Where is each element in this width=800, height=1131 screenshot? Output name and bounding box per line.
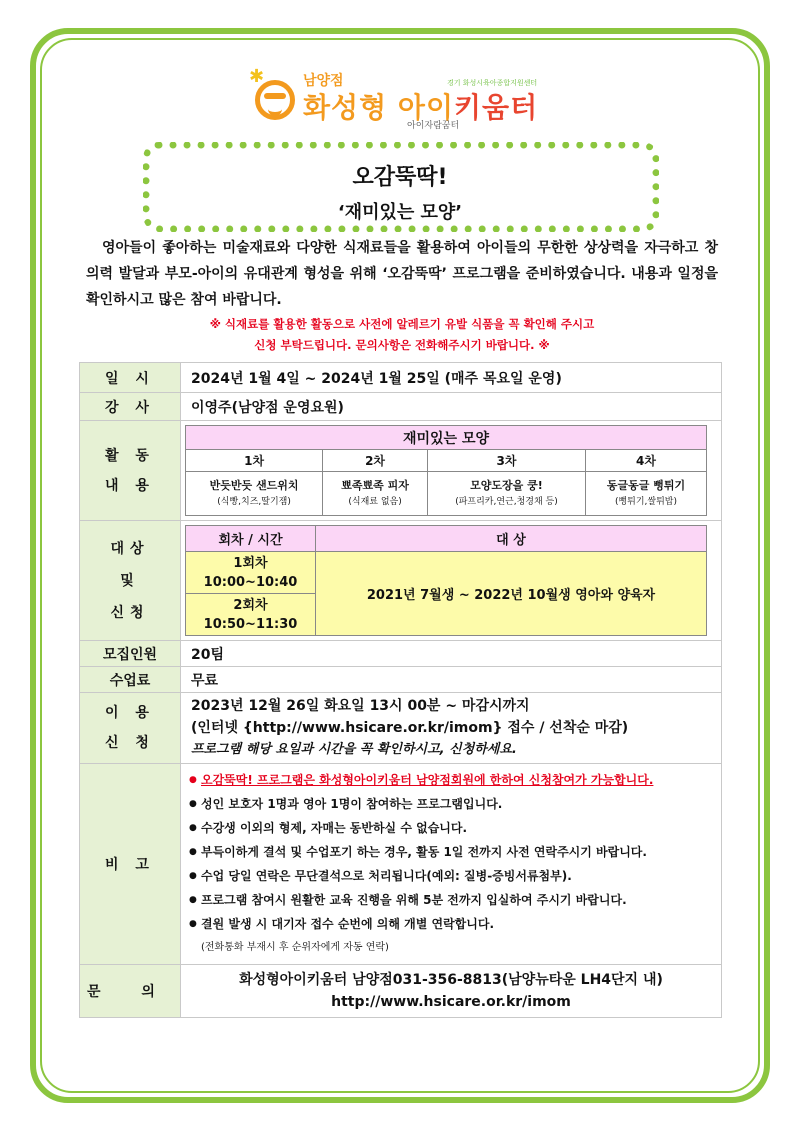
fee-value: 무료 xyxy=(181,667,722,693)
audience-value: 2021년 7월생 ~ 2022년 10월생 영아와 양육자 xyxy=(316,552,707,636)
note-item: ● 결원 발생 시 대기자 접수 순번에 의해 개별 연락합니다. xyxy=(189,912,721,936)
contact-url: http://www.hsicare.or.kr/imom xyxy=(331,994,571,1010)
logo-center-name: 경기 화성시육아종합지원센터 xyxy=(447,79,538,87)
session-num: 2차 xyxy=(323,450,428,472)
logo-name-part2: 키움터 xyxy=(454,91,539,124)
date-label: 일 시 xyxy=(80,363,181,393)
session-title: 뾰족뾰족 피자 xyxy=(341,478,409,492)
allergy-notice xyxy=(86,314,718,356)
target-table xyxy=(185,525,707,636)
notes-label: 비 고 xyxy=(80,764,181,965)
logo-branch: 남양점 xyxy=(303,73,344,89)
session-note: (파프리카,연근,청경채 등) xyxy=(455,496,558,507)
contact-value xyxy=(181,965,722,1018)
target-label-2: 및 xyxy=(120,572,140,589)
slot-2-name: 2회차 xyxy=(233,597,268,613)
notes-cell xyxy=(181,764,722,965)
apply-value xyxy=(181,693,722,764)
slot-1 xyxy=(186,552,316,594)
session-num: 3차 xyxy=(427,450,585,472)
note-item: ● 부득이하게 결석 및 수업포기 하는 경우, 활동 1일 전까지 사전 연락주시기 바랍니다. xyxy=(189,840,721,864)
activity-label-2: 내 용 xyxy=(105,477,155,494)
note-item: ● 수업 당일 연락은 무단결석으로 처리됩니다(예외: 질병-증빙서류첨부). xyxy=(189,864,721,888)
slot-1-name: 1회차 xyxy=(233,555,268,571)
instructor-value: 이영주(남양점 운영요원) xyxy=(181,393,722,421)
activity-table xyxy=(185,425,707,516)
session-title: 반듯반듯 샌드위치 xyxy=(209,478,299,492)
page-title: 오감뚝딱! xyxy=(352,165,448,190)
session-num: 1차 xyxy=(186,450,323,472)
logo-sub: 아이자람꿈터 xyxy=(407,121,460,131)
session-title: 모양도장을 쿵! xyxy=(470,478,543,492)
note-item: ● 프로그램 참여시 원활한 교육 진행을 위해 5분 전까지 입실하여 주시기 바랍니다. xyxy=(189,888,721,912)
session-cell xyxy=(427,472,585,516)
target-label-3: 신청 xyxy=(110,604,150,621)
slot-2 xyxy=(186,594,316,636)
contact-label: 문 의 xyxy=(80,965,181,1018)
apply-method: (인터넷 {http://www.hsicare.or.kr/imom} 접수 / 선착순 마감) xyxy=(191,720,629,736)
notice-line-2: 신청 부탁드립니다. 문의사항은 전화해주시기 바랍니다. ※ xyxy=(254,338,550,352)
note-subitem: (전화통화 부재시 후 순위자에게 자동 연락) xyxy=(201,942,389,953)
activity-label xyxy=(80,421,181,521)
session-time-header: 회차 / 시간 xyxy=(186,526,316,552)
audience-header: 대 상 xyxy=(316,526,707,552)
apply-warning: 프로그램 해당 요일과 시간을 꼭 확인하시고, 신청하세요. xyxy=(191,742,517,757)
session-note: (식빵,치즈,딸기잼) xyxy=(217,496,291,507)
activity-heading: 재미있는 모양 xyxy=(186,426,707,450)
instructor-label: 강 사 xyxy=(80,393,181,421)
target-label-1: 대상 xyxy=(110,540,150,557)
session-num: 4차 xyxy=(586,450,707,472)
session-note: (식재료 없음) xyxy=(348,496,402,507)
notes-list xyxy=(181,764,721,964)
recruit-value: 20팀 xyxy=(181,641,722,667)
contact-phone: 화성형아이키움터 남양점031-356-8813(남양뉴타운 LH4단지 내) xyxy=(239,972,663,988)
session-cell xyxy=(323,472,428,516)
intro-text: 영아들이 좋아하는 미술재료와 다양한 식재료들을 활용하여 아이들의 무한한 상상력을 자극하고 창의력 발달과 부모-아이의 유대관계 형성을 위해 ‘오감뚝딱’ 프로그램을 준비하였습니다. 내용과 일정을 확인하시고 많은 참여 바랍니다. xyxy=(86,240,718,308)
slot-2-time: 10:50~11:30 xyxy=(203,616,298,632)
logo xyxy=(249,66,555,131)
target-label xyxy=(80,521,181,641)
session-cell xyxy=(586,472,707,516)
session-title: 동글동글 뻥튀기 xyxy=(606,478,686,492)
session-cell xyxy=(186,472,323,516)
note-item: ● 수강생 이외의 형제, 자매는 동반하실 수 없습니다. xyxy=(189,816,721,840)
note-item: ● 성인 보호자 1명과 영아 1명이 참여하는 프로그램입니다. xyxy=(189,792,721,816)
page-subtitle: ‘재미있는 모양’ xyxy=(337,202,463,223)
activity-label-1: 활 동 xyxy=(105,447,155,464)
notice-line-1: ※ 식재료를 활용한 활동으로 사전에 알레르기 유발 식품을 꼭 확인해 주시고 xyxy=(209,317,595,331)
activity-cell xyxy=(181,421,722,521)
target-cell xyxy=(181,521,722,641)
fee-label: 수업료 xyxy=(80,667,181,693)
date-value: 2024년 1월 4일 ~ 2024년 1월 25일 (매주 목요일 운영) xyxy=(181,363,722,393)
star-icon: ✱ xyxy=(249,66,265,87)
session-note: (뻥튀기,쌀튀밥) xyxy=(614,496,678,507)
apply-label-2: 신 청 xyxy=(105,735,155,751)
note-item: ● 오감뚝딱! 프로그램은 화성형아이키움터 남양점회원에 한하여 신청참여가 가능합니다. xyxy=(189,768,721,792)
recruit-label: 모집인원 xyxy=(80,641,181,667)
slot-1-time: 10:00~10:40 xyxy=(203,574,298,590)
info-table xyxy=(79,362,722,1018)
apply-label xyxy=(80,693,181,764)
logo-name-part1: 화성형 아이 xyxy=(303,91,454,124)
apply-period: 2023년 12월 26일 화요일 13시 00분 ~ 마감시까지 xyxy=(191,698,530,714)
smiley-face-icon xyxy=(255,80,295,120)
apply-label-1: 이 용 xyxy=(105,705,155,721)
